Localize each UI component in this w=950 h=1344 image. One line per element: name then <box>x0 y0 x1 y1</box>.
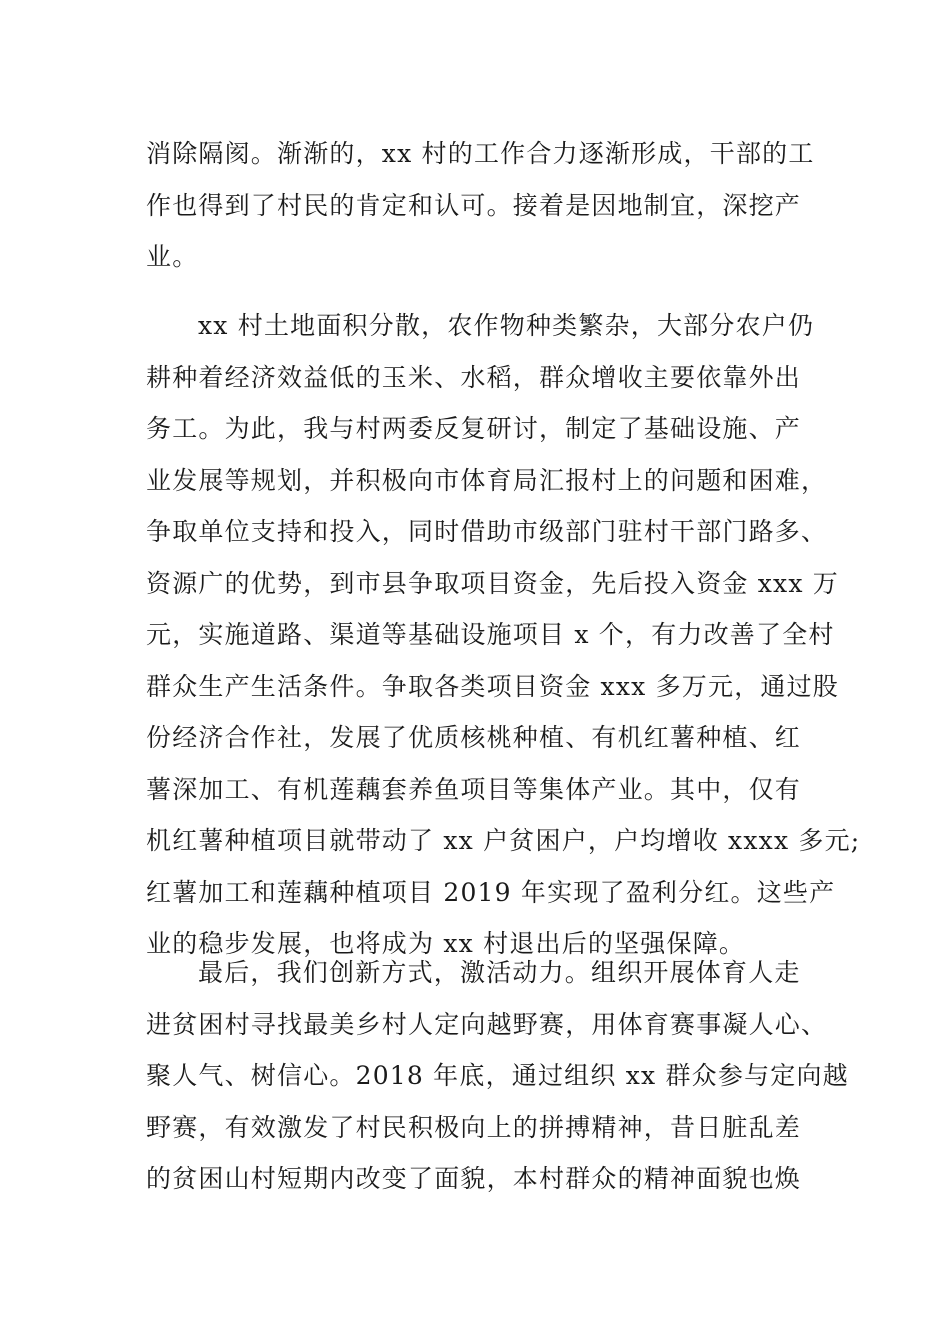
text-line: 作也得到了村民的肯定和认可。接着是因地制宜，深挖产 <box>146 190 802 220</box>
text-line-indented: xx 村土地面积分散，农作物种类繁杂，大部分农户仍 <box>198 311 815 340</box>
text-line: 群众生产生活条件。争取各类项目资金 xxx 多万元，通过股 <box>146 671 839 701</box>
text-line: 争取单位支持和投入，同时借助市级部门驻村干部门路多、 <box>146 517 828 546</box>
text-line: 资源广的优势，到市县争取项目资金，先后投入资金 xxx 万 <box>146 568 839 598</box>
text-line: 业的稳步发展，也将成为 xx 村退出后的坚强保障。 <box>146 929 746 958</box>
paragraph-1 <box>146 128 815 283</box>
text-line: 份经济合作社，发展了优质核桃种植、有机红薯种植、红 <box>146 723 802 752</box>
text-line: 机红薯种植项目就带动了 xx 户贫困户，户均增收 xxxx 多元; <box>146 826 861 855</box>
text-line: 薯深加工、有机莲藕套养鱼项目等集体产业。其中，仅有 <box>146 774 802 804</box>
paragraph-3 <box>146 947 849 1205</box>
text-line: 耕种着经济效益低的玉米、水稻，群众增收主要依靠外出 <box>146 362 802 392</box>
text-line: 的贫困山村短期内改变了面貌，本村群众的精神面貌也焕 <box>146 1164 802 1193</box>
paragraph-2 <box>146 300 861 970</box>
text-line: 红薯加工和莲藕种植项目 2019 年实现了盈利分红。这些产 <box>146 877 836 907</box>
text-line-indented: 最后，我们创新方式，激活动力。组织开展体育人走 <box>198 958 801 987</box>
text-line: 消除隔阂。渐渐的，xx 村的工作合力逐渐形成，干部的工 <box>146 139 815 168</box>
text-line: 业发展等规划，并积极向市体育局汇报村上的问题和困难， <box>146 465 828 495</box>
text-line: 聚人气、树信心。2018 年底，通过组织 xx 群众参与定向越 <box>146 1061 849 1090</box>
text-line: 业。 <box>146 242 199 271</box>
text-line: 元，实施道路、渠道等基础设施项目 x 个，有力改善了全村 <box>146 620 835 649</box>
text-line: 务工。为此，我与村两委反复研讨，制定了基础设施、产 <box>146 414 802 443</box>
text-line: 野赛，有效激发了村民积极向上的拼搏精神，昔日脏乱差 <box>146 1112 802 1142</box>
text-line: 进贫困村寻找最美乡村人定向越野赛，用体育赛事凝人心、 <box>146 1009 828 1039</box>
